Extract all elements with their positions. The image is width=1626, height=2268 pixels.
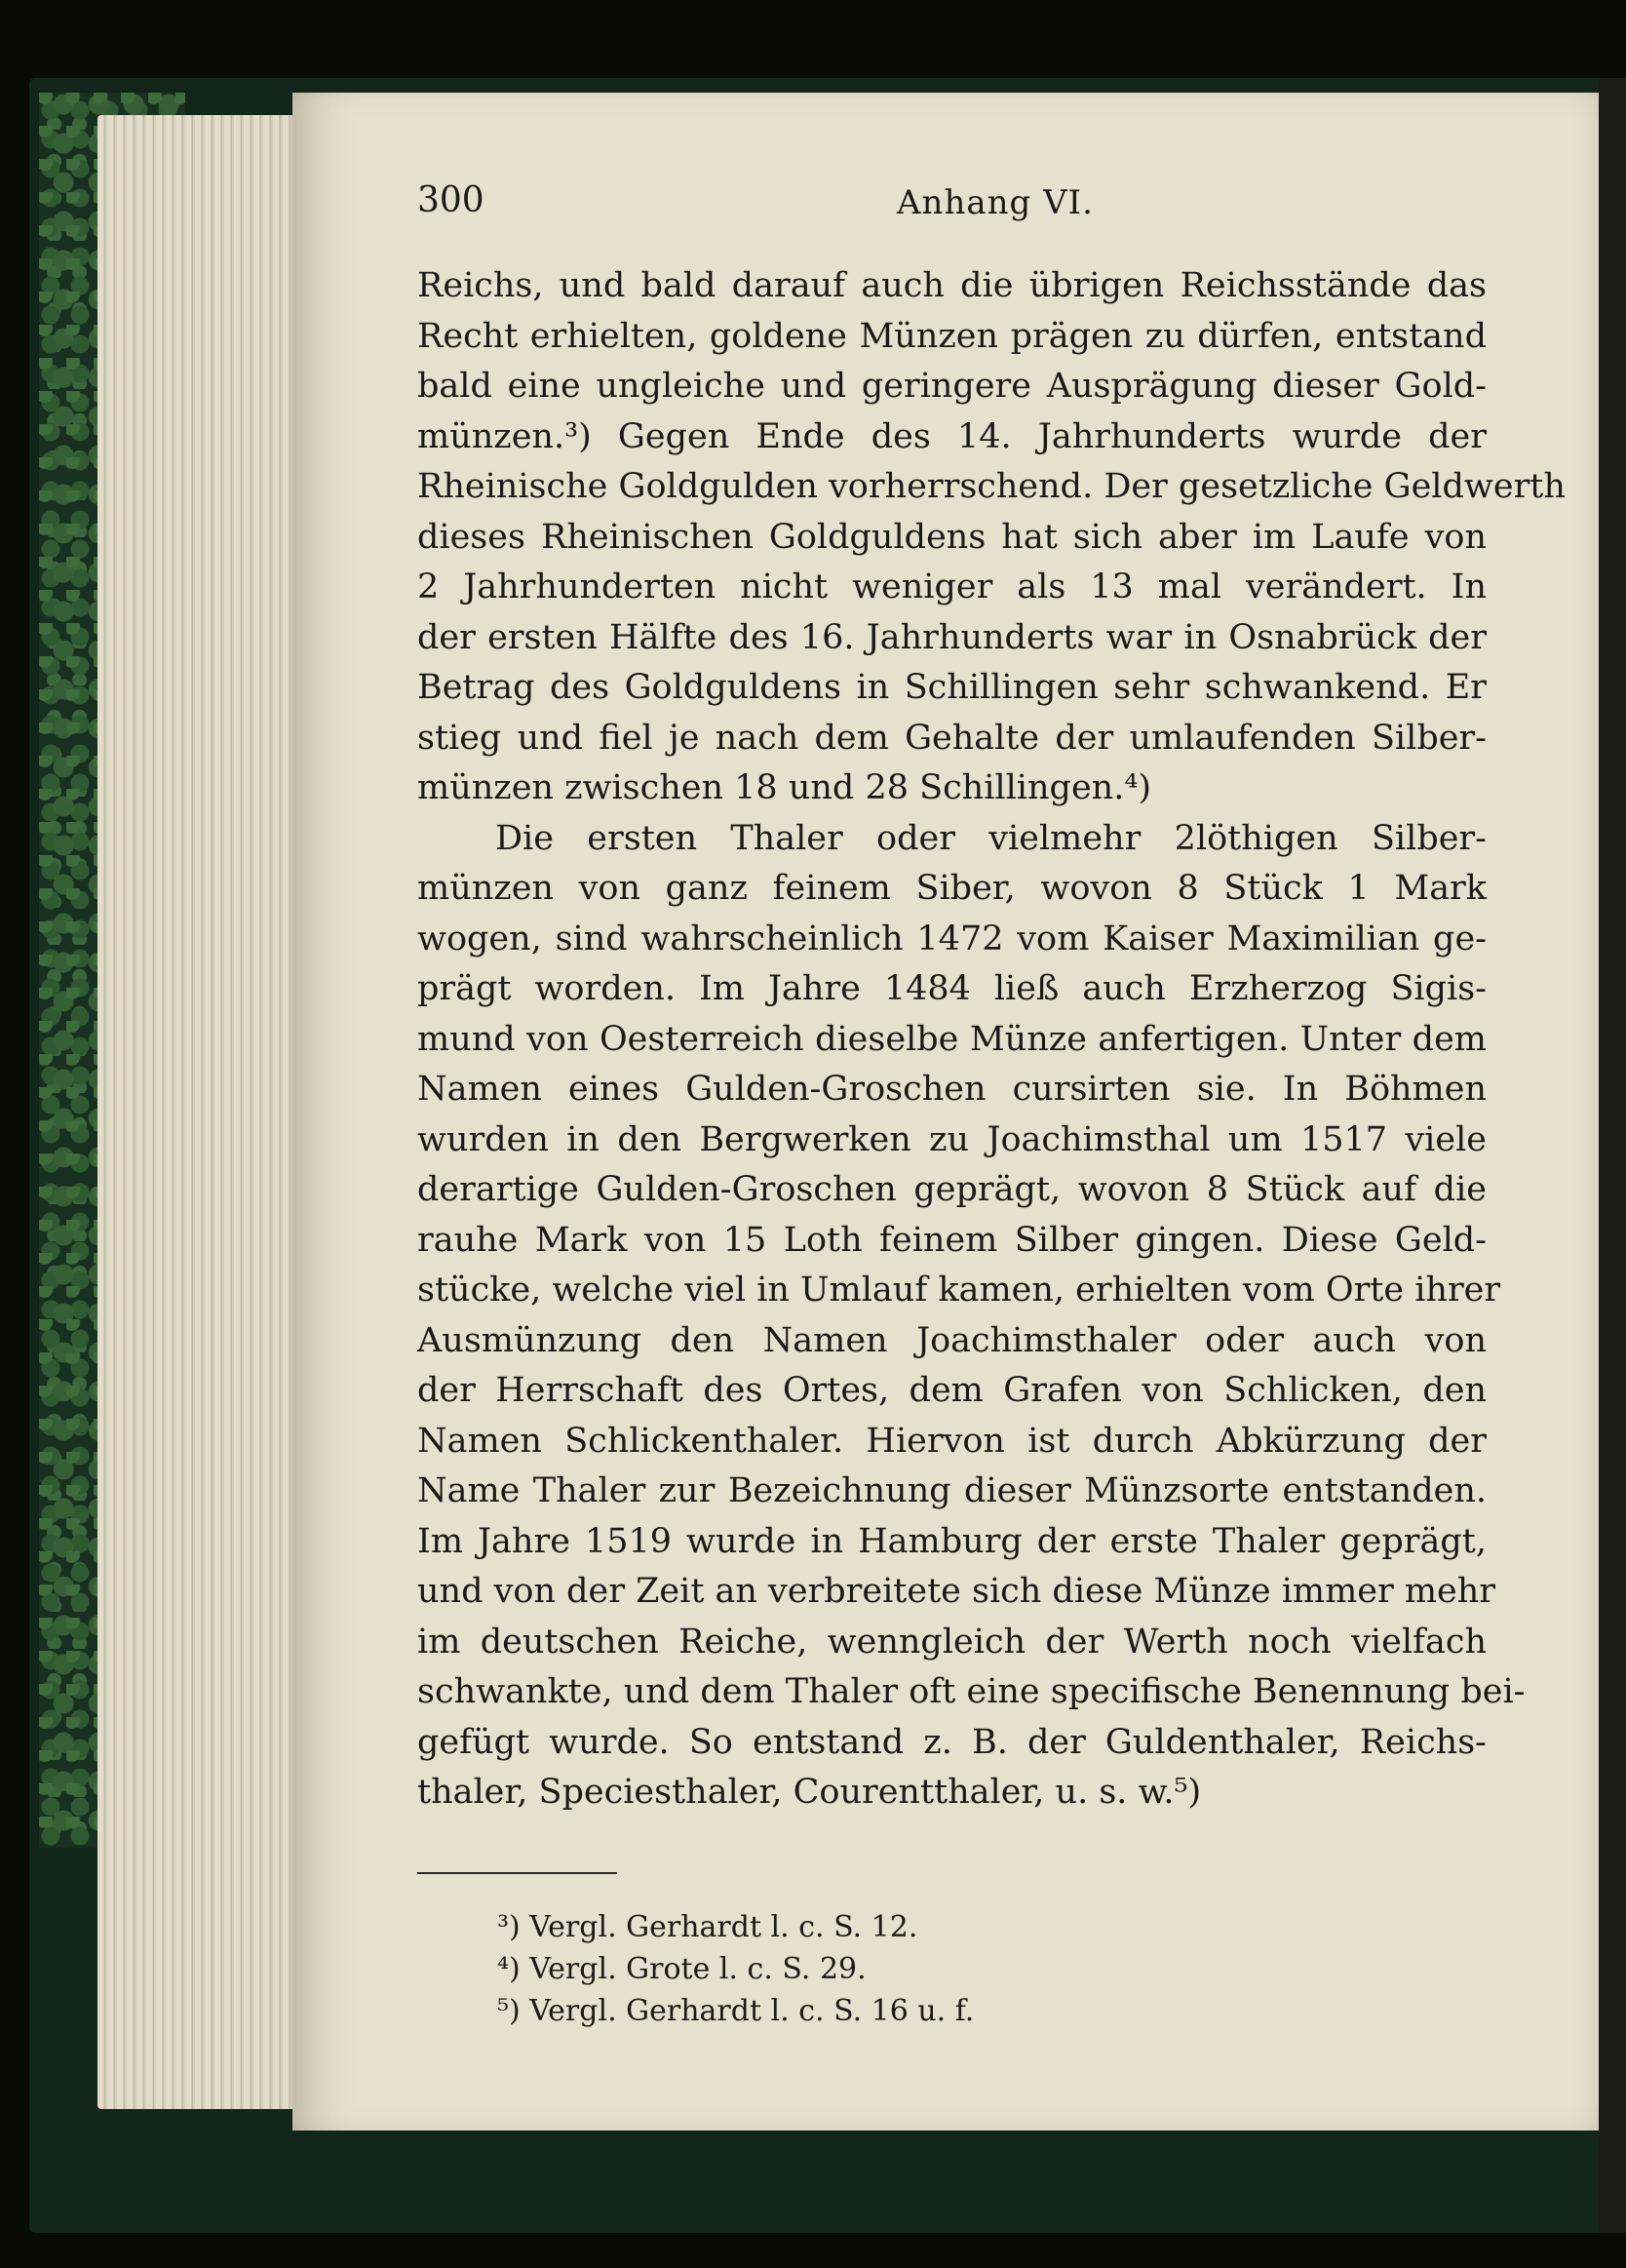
text-line: Ausmünzung den Namen Joachimsthaler oder auch von xyxy=(417,1320,1487,1360)
text-line: wurden in den Bergwerken zu Joachimsthal um 1517 viele xyxy=(417,1119,1487,1159)
text-line: derartige Gulden-Groschen geprägt, wovon 8 Stück auf die xyxy=(417,1170,1487,1209)
footnote: ⁴) Vergl. Grote l. c. S. 29. xyxy=(497,1952,867,1986)
text-line: Betrag des Goldguldens in Schillingen sehr schwankend. Er xyxy=(417,668,1487,707)
text-line: schwankte, und dem Thaler oft eine specifische Benennung bei- xyxy=(417,1672,1526,1711)
footnotes xyxy=(497,1906,974,2032)
text-line: thaler, Speciesthaler, Courentthaler, u. s. w.⁵) xyxy=(417,1773,1202,1812)
text-line: und von der Zeit an verbreitete sich diese Münze immer mehr xyxy=(417,1572,1496,1611)
text-line: der Herrschaft des Ortes, dem Grafen von Schlicken, den xyxy=(417,1371,1487,1410)
text-line: mund von Oesterreich dieselbe Münze anfertigen. Unter dem xyxy=(417,1019,1487,1059)
body-text xyxy=(417,261,1566,1818)
text-line: Die ersten Thaler oder vielmehr 2löthigen Silber- xyxy=(495,818,1487,858)
binding-edge xyxy=(1599,78,1626,2233)
text-line: stieg und fiel je nach dem Gehalte der umlaufenden Silber- xyxy=(417,718,1487,758)
text-line: Rheinische Goldgulden vorherrschend. Der gesetzliche Geldwerth xyxy=(417,467,1566,506)
text-line: prägt worden. Im Jahre 1484 ließ auch Erzherzog Sigis- xyxy=(417,969,1487,1008)
text-line: rauhe Mark von 15 Loth feinem Silber gingen. Diese Geld- xyxy=(417,1220,1487,1260)
footnote: ⁵) Vergl. Gerhardt l. c. S. 16 u. f. xyxy=(497,1994,975,2028)
text-line: bald eine ungleiche und geringere Ausprägung dieser Gold- xyxy=(417,367,1487,406)
footnote-rule xyxy=(417,1872,617,1874)
text-line: dieses Rheinischen Goldguldens hat sich aber im Laufe von xyxy=(417,517,1487,557)
text-line: Namen eines Gulden-Groschen cursirten sie. In Böhmen xyxy=(417,1070,1487,1109)
text-line: Name Thaler zur Bezeichnung dieser Münzsorte entstanden. xyxy=(417,1471,1487,1510)
text-line: Im Jahre 1519 wurde in Hamburg der erste Thaler geprägt, xyxy=(417,1521,1487,1561)
text-line: der ersten Hälfte des 16. Jahrhunderts war in Osnabrück der xyxy=(417,617,1487,657)
text-line: Namen Schlickenthaler. Hiervon ist durch Abkürzung der xyxy=(417,1421,1487,1461)
text-line: 2 Jahrhunderten nicht weniger als 13 mal verändert. In xyxy=(417,567,1487,606)
text-line: münzen von ganz feinem Siber, wovon 8 Stück 1 Mark xyxy=(417,869,1487,908)
page-number: 300 xyxy=(417,180,484,220)
text-line: münzen zwischen 18 und 28 Schillingen.⁴) xyxy=(417,768,1152,807)
text-line: wogen, sind wahrscheinlich 1472 vom Kaiser Maximilian ge- xyxy=(417,919,1487,958)
text-line: Recht erhielten, goldene Münzen prägen zu dürfen, entstand xyxy=(417,316,1487,356)
text-line: stücke, welche viel in Umlauf kamen, erhielten vom Orte ihrer xyxy=(417,1271,1501,1310)
text-line: Reichs, und bald darauf auch die übrigen Reichsstände das xyxy=(417,266,1487,305)
text-line: im deutschen Reiche, wenngleich der Werth noch vielfach xyxy=(417,1622,1487,1662)
footnote: ³) Vergl. Gerhardt l. c. S. 12. xyxy=(497,1910,918,1944)
text-line: münzen.³) Gegen Ende des 14. Jahrhunderts wurde der xyxy=(417,416,1487,456)
page-block-edges xyxy=(97,115,302,2109)
text-line: gefügt wurde. So entstand z. B. der Guldenthaler, Reichs- xyxy=(417,1722,1487,1762)
running-head: Anhang VI. xyxy=(897,183,1094,222)
